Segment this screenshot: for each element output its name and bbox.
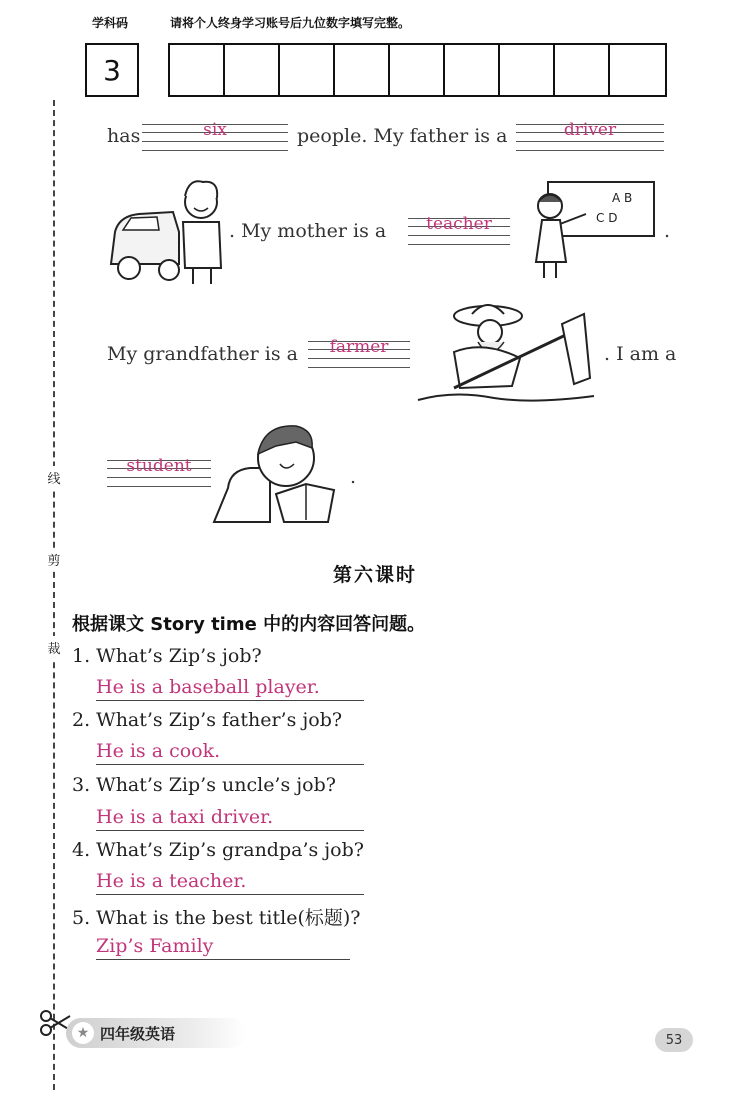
footer-book-badge xyxy=(66,1018,246,1048)
answer-4: He is a teacher. xyxy=(96,870,247,892)
sentence-has: has xyxy=(107,125,141,147)
answer-six: six xyxy=(203,120,227,140)
sentence-mother: . My mother is a xyxy=(229,220,387,242)
student-illustration xyxy=(210,418,348,524)
answer-1: He is a baseball player. xyxy=(96,676,320,698)
answer-line-1 xyxy=(96,700,364,701)
sentence-period-2: . xyxy=(350,466,357,488)
farmer-illustration xyxy=(414,292,608,410)
star-icon: ★ xyxy=(72,1022,94,1044)
answer-line-4 xyxy=(96,894,364,895)
page-number: 53 xyxy=(655,1028,693,1052)
question-2: 2. What’s Zip’s father’s job? xyxy=(72,709,343,731)
account-digit-box[interactable] xyxy=(225,45,280,95)
account-digit-box[interactable] xyxy=(280,45,335,95)
lesson-instruction: 根据课文 Story time 中的内容回答问题。 xyxy=(72,614,426,635)
sentence-father: people. My father is a xyxy=(297,125,508,147)
answer-line-3 xyxy=(96,830,364,831)
account-instruction: 请将个人终身学习账号后九位数字填写完整。 xyxy=(170,16,411,30)
answer-line-2 xyxy=(96,764,364,765)
question-1: 1. What’s Zip’s job? xyxy=(72,645,262,667)
sentence-period-1: . xyxy=(664,220,671,242)
cut-char-cai: 裁 xyxy=(40,636,68,659)
answer-5: Zip’s Family xyxy=(96,935,214,957)
footer-book-title: 四年级英语 xyxy=(100,1024,176,1043)
account-digit-box[interactable] xyxy=(170,45,225,95)
question-4: 4. What’s Zip’s grandpa’s job? xyxy=(72,839,364,861)
answer-driver: driver xyxy=(563,120,617,140)
board-text-ab: A B C D xyxy=(596,191,633,225)
account-digit-box[interactable] xyxy=(335,45,390,95)
subject-code-box: 3 xyxy=(85,43,139,97)
blank-mother-job[interactable] xyxy=(408,214,510,240)
blank-my-job[interactable] xyxy=(107,456,211,482)
account-digit-box[interactable] xyxy=(390,45,445,95)
account-digit-box[interactable] xyxy=(500,45,555,95)
question-5: 5. What is the best title(标题)? xyxy=(72,907,361,929)
account-digit-row xyxy=(168,43,667,97)
sentence-i-am: . I am a xyxy=(604,343,677,365)
subject-code-label: 学科码 xyxy=(92,16,129,30)
teacher-illustration xyxy=(520,178,656,282)
account-digit-box[interactable] xyxy=(555,45,610,95)
account-digit-box[interactable] xyxy=(610,45,665,95)
answer-student: student xyxy=(126,456,192,476)
driver-illustration xyxy=(105,172,227,288)
cut-char-xian: 线 xyxy=(40,466,68,489)
cut-char-jian: 剪 xyxy=(40,548,68,571)
account-digit-box[interactable] xyxy=(445,45,500,95)
answer-teacher: teacher xyxy=(426,214,492,234)
blank-family-size[interactable] xyxy=(142,120,288,146)
sentence-grandfather: My grandfather is a xyxy=(107,343,298,365)
lesson-title: 第六课时 xyxy=(332,564,417,586)
answer-3: He is a taxi driver. xyxy=(96,806,274,828)
question-3: 3. What’s Zip’s uncle’s job? xyxy=(72,774,336,796)
answer-farmer: farmer xyxy=(329,337,389,357)
blank-father-job[interactable] xyxy=(516,120,664,146)
blank-grandfather-job[interactable] xyxy=(308,337,410,363)
answer-2: He is a cook. xyxy=(96,740,221,762)
cut-line xyxy=(53,100,55,1090)
answer-line-5 xyxy=(96,959,350,960)
